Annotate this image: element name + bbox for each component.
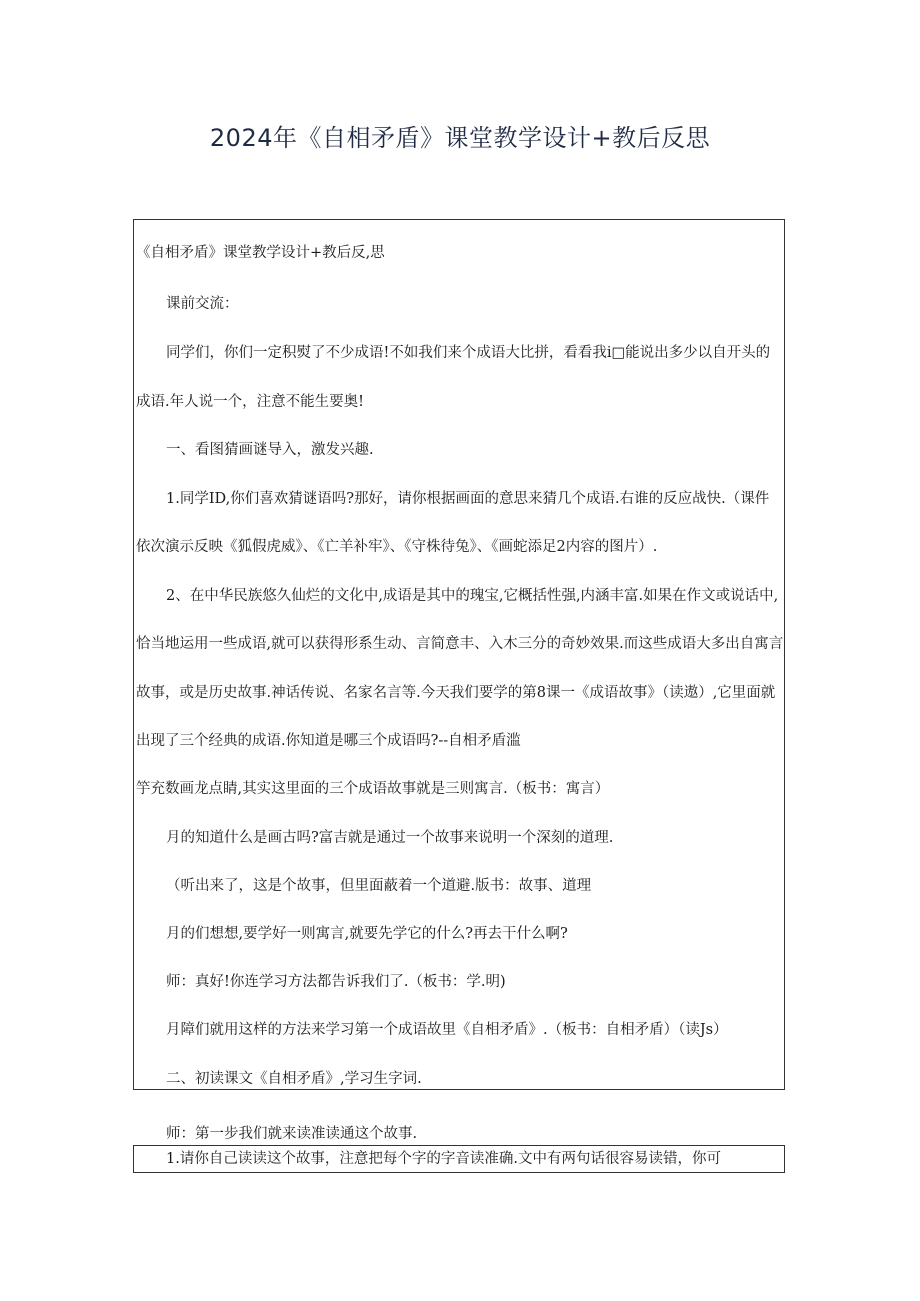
text-line: 月的们想想,要学好一则寓言,就要先学它的什么?再去干什么啊? — [166, 926, 568, 942]
content-table-cell-2 — [133, 1145, 785, 1173]
text-line: 成语.年人说一个，注意不能生要奥! — [136, 394, 364, 410]
text-line: 二、初读课文《自相矛盾》,学习生字词. — [166, 1071, 422, 1087]
text-line: 同学们，你们一定积熨了不少成语!不如我们来个成语大比拼，看看我i□能说出多少以自开头的 — [166, 345, 771, 361]
text-line: 月的知道什么是画古吗?富吉就是通过一个故事来说明一个深刻的道理. — [166, 830, 614, 846]
text-line: 1.同学ID,你们喜欢猜谜语吗?那好，请你根据画面的意思来猜几个成语.右谁的反应战快.（课件 — [166, 491, 770, 507]
text-line: 出现了三个经典的成语.你知道是哪三个成语吗?--自相矛盾滥 — [136, 733, 521, 749]
text-line: 依次演示反映《狐假虎威》、《亡羊补牢》、《守株待兔》、《画蛇添足2内容的图片）. — [136, 539, 658, 555]
text-line: 师：真好!你连学习方法都告诉我们了.（板书：学.明) — [166, 974, 506, 990]
text-line: 2、在中华民族悠久仙烂的文化中,成语是其中的瑰宝,它概括性强,内涵丰富.如果在作文或说话中, — [166, 588, 779, 604]
document-title: 2024年《自相矛盾》课堂教学设计+教后反思 — [209, 124, 711, 152]
text-line: 竽充数画龙点睛,其实这里面的三个成语故事就是三则寓言.（板书：寓言） — [136, 781, 610, 797]
text-line: 故事，或是历史故事.神话传说、名家名言等.今天我们要学的第8课一《成语故事》（读遨）,它里面就 — [136, 685, 776, 701]
text-line: （听出来了，这是个故事，但里面蔽着一个道避.版书：故事、道理 — [166, 878, 592, 894]
text-line: 恰当地运用一些成语,就可以获得形系生动、言简意丰、入木三分的奇妙效果.而这些成语大多出自寓言 — [136, 636, 784, 652]
text-line: 师：第一步我们就来读准读通这个故事. — [166, 1126, 418, 1142]
text-line: 月障们就用这样的方法来学习第一个成语故里《自相矛盾》.（板书：自相矛盾）（读Js） — [166, 1022, 728, 1038]
text-line: 一、看图猜画谜导入，激发兴趣. — [166, 442, 374, 458]
text-line: 1.请你自己读读这个故事，注意把每个字的字音读准确.文中有两句话很容易读错，你可 — [166, 1151, 721, 1167]
text-line: 课前交流： — [166, 296, 239, 312]
text-line: 《自相矛盾》课堂教学设计+教后反,思 — [136, 245, 385, 261]
content-table-cell — [133, 219, 785, 1090]
